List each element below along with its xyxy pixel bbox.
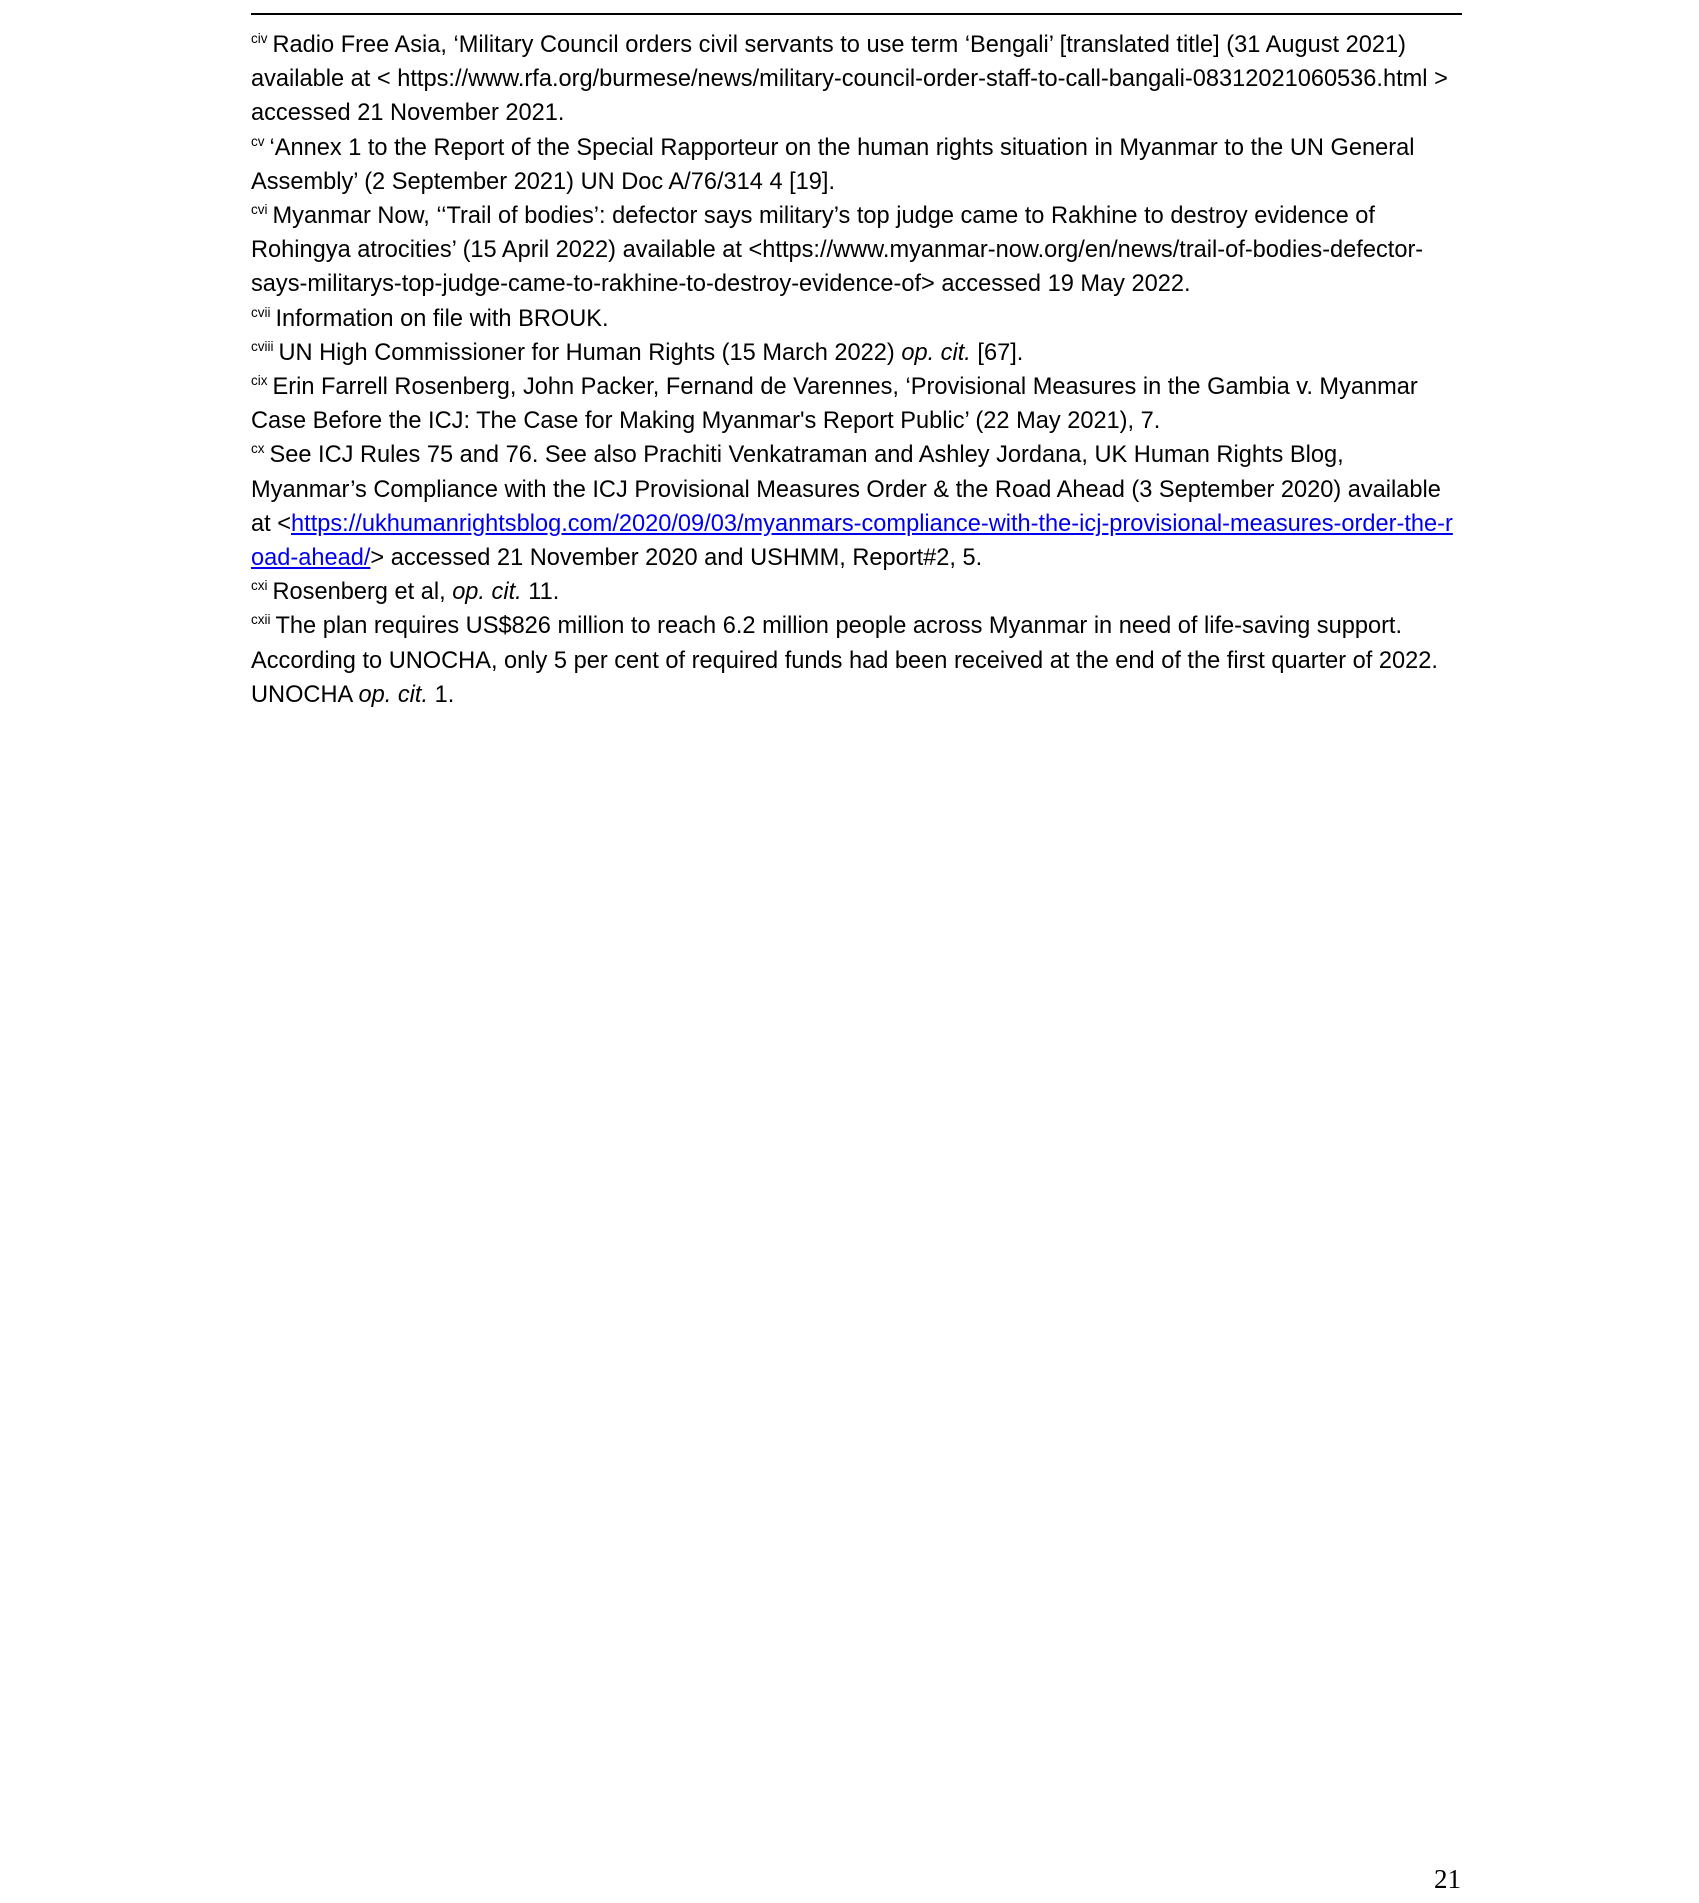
endnote-cx: [251, 438, 1463, 575]
endnote-number: cvi: [251, 202, 268, 218]
endnote-italic-citation: op. cit.: [358, 681, 429, 708]
endnote-cv: [251, 131, 1463, 199]
endnote-cviii: [251, 336, 1463, 370]
endnote-number: civ: [251, 31, 268, 46]
endnote-text-start: The plan requires US$826 million to reach 6.2 million people across Myanmar in need of life-saving support. According to UNOCHA, only 5 per cent of required funds had been received at the end of the first quarter of 2022. UNOCHA: [251, 613, 1438, 708]
endnote-cxi: [251, 575, 1463, 609]
endnote-italic-citation: op. cit.: [901, 339, 971, 366]
endnote-text: Information on file with BROUK.: [275, 305, 609, 332]
endnote-separator-rule: [251, 13, 1462, 15]
endnote-text-end: 11.: [521, 579, 560, 606]
endnote-civ: [251, 28, 1463, 131]
endnote-text: Radio Free Asia, ‘Military Council orders civil servants to use term ‘Bengali’ [translated title] (31 August 2021) available at < https://www.rfa.org/burmese/news/military-council-order-staff-to-call-bangali-08312021060536.html > accessed 21 November 2021.: [251, 32, 1448, 127]
endnote-text: ‘Annex 1 to the Report of the Special Rapporteur on the human rights situation in Myanmar to the UN General Assembly’ (2 September 2021) UN Doc A/76/314 4 [19].: [251, 134, 1415, 195]
endnote-number: cx: [251, 441, 265, 457]
endnote-text-start: Rosenberg et al,: [272, 579, 453, 606]
endnote-number: cv: [251, 133, 265, 149]
endnote-text-end: 1.: [428, 681, 455, 708]
endnote-text-start: See ICJ Rules 75 and 76. See also Prachiti Venkatraman and Ashley Jordana, UK Human Rights Blog, Myanmar’s Compliance with the ICJ Provisional Measures Order & the Road Ahead (3 September 2020) available at <: [251, 442, 1441, 537]
endnote-text: Myanmar Now, ‘‘Trail of bodies’: defector says military’s top judge came to Rakhine to destroy evidence of Rohingya atrocities’ (15 April 2022) available at <https://www.myanmar-now.org/en/news/trail-of-bodies-defector-says-militarys-top-judge-came-to-rakhine-to-destroy-evidence-of> accessed 19 May 2022.: [251, 203, 1424, 298]
endnotes-list: [251, 28, 1463, 712]
page-number: 21: [1434, 1864, 1461, 1894]
endnote-cvi: [251, 199, 1463, 302]
endnote-number: cvii: [251, 304, 271, 320]
endnote-number: cxi: [251, 578, 268, 594]
endnote-text-start: UN High Commissioner for Human Rights (15 March 2022): [278, 339, 902, 366]
endnote-number: cix: [251, 373, 268, 389]
endnote-text-end: [67].: [970, 339, 1024, 366]
endnote-text: Erin Farrell Rosenberg, John Packer, Fernand de Varennes, ‘Provisional Measures in the Gambia v. Myanmar Case Before the ICJ: The Case for Making Myanmar's Report Public’ (22 May 2021), 7.: [251, 374, 1418, 435]
endnote-cxii: [251, 609, 1463, 712]
ukhumanrightsblog-link[interactable]: https://ukhumanrightsblog.com/2020/09/03/myanmars-compliance-with-the-icj-provisional-measures-order-the-road-ahead/: [251, 510, 1453, 572]
endnote-cvii: [251, 302, 1463, 336]
endnote-number: cviii: [251, 338, 274, 354]
endnote-cix: [251, 370, 1463, 438]
endnote-italic-citation: op. cit.: [452, 579, 522, 606]
endnote-text-end: > accessed 21 November 2020 and USHMM, Report#2, 5.: [370, 545, 983, 572]
endnote-number: cxii: [251, 612, 271, 628]
